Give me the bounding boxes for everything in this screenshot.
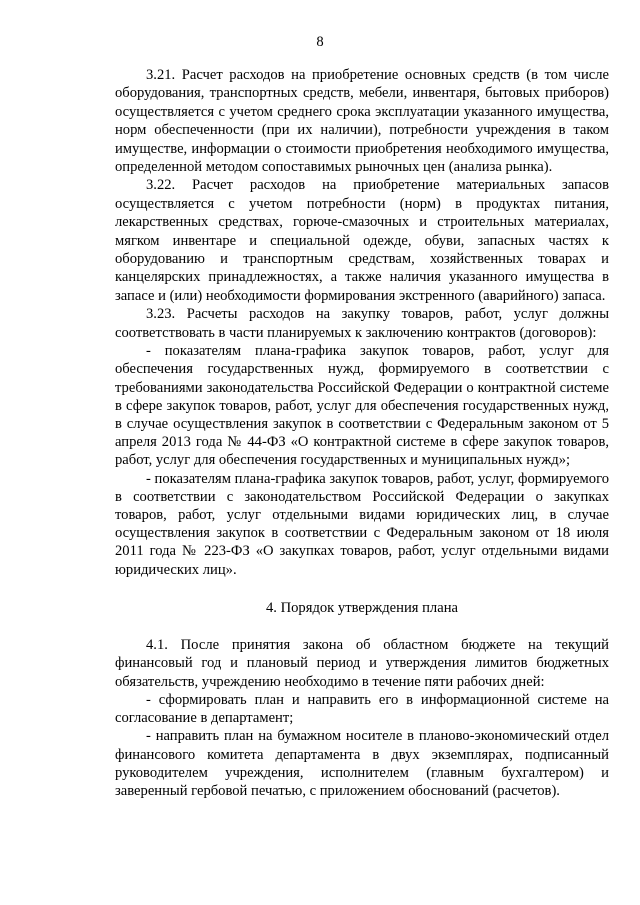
bullet-form-plan: - сформировать план и направить его в информационной системе на согласование в департамент;: [115, 691, 609, 727]
page-number: 8: [316, 34, 324, 50]
paragraph-4-1: 4.1. После принятия закона об областном бюджете на текущий финансовый год и плановый период и утверждения лимитов бюджетных обязательств, учреждению необходимо в течение пяти рабочих дней:: [115, 636, 609, 690]
paragraph-3-23: 3.23. Расчеты расходов на закупку товаров, работ, услуг должны соответствовать в части планируемых к заключению контрактов (договоров):: [115, 306, 609, 341]
paragraph-3-21: 3.21. Расчет расходов на приобретение основных средств (в том числе оборудования, транспортных средств, мебели, инвентаря, бытовых приборов) осуществляется с учетом среднего срока эксплуатации указанного имущества, норм обеспеченности (при их наличии), потребности учреждения в таком имуществе, информации о стоимости приобретения необходимого имущества, определенной методом сопоставимых рыночных цен (анализа рынка).: [115, 67, 609, 176]
bullet-send-paper-plan: - направить план на бумажном носителе в планово-экономический отдел финансового комитета департамента в двух экземплярах, подписанный руководителем учреждения, исполнителем (главным бухгалтером) и заверенный гербовой печатью, с приложением обоснований (расчетов).: [115, 728, 609, 799]
paragraph-3-22: 3.22. Расчет расходов на приобретение материальных запасов осуществляется с учетом потребности (норм) в продуктах питания, лекарственных средствах, горюче-смазочных и строительных материалах, мягком инвентаре и специальной одежде, обуви, запасных частях к оборудованию и транспортным средствам, хозяйственных товарах и канцелярских принадлежностях, а также наличия указанного имущества в запасе и (или) необходимости формирования экстренного (аварийного) запаса.: [115, 177, 609, 304]
document-body: [115, 66, 609, 800]
bullet-223-fz: - показателям плана-графика закупок товаров, работ, услуг, формируемого в соответствии с законодательством Российской Федерации о закупках товаров, работ, услуг отдельными видами юридических лиц, в случае осуществления закупок в соответствии с Федеральным законом от 18 июля 2011 года № 223-ФЗ «О закупках товаров, работ, услуг отдельными видами юридических лиц».: [115, 470, 609, 578]
bullet-44-fz: - показателям плана-графика закупок товаров, работ, услуг для обеспечения государственных нужд, формируемого в соответствии с требованиями законодательства Российской Федерации о контрактной системе в сфере закупок товаров, работ, услуг для обеспечения государственных нужд, в случае осуществления закупок в соответствии с Федеральным законом от 5 апреля 2013 года № 44-ФЗ «О контрактной системе в сфере закупок товаров, работ, услуг для обеспечения государственных и муниципальных нужд»;: [115, 343, 609, 469]
section-heading-4: 4. Порядок утверждения плана: [266, 599, 458, 616]
